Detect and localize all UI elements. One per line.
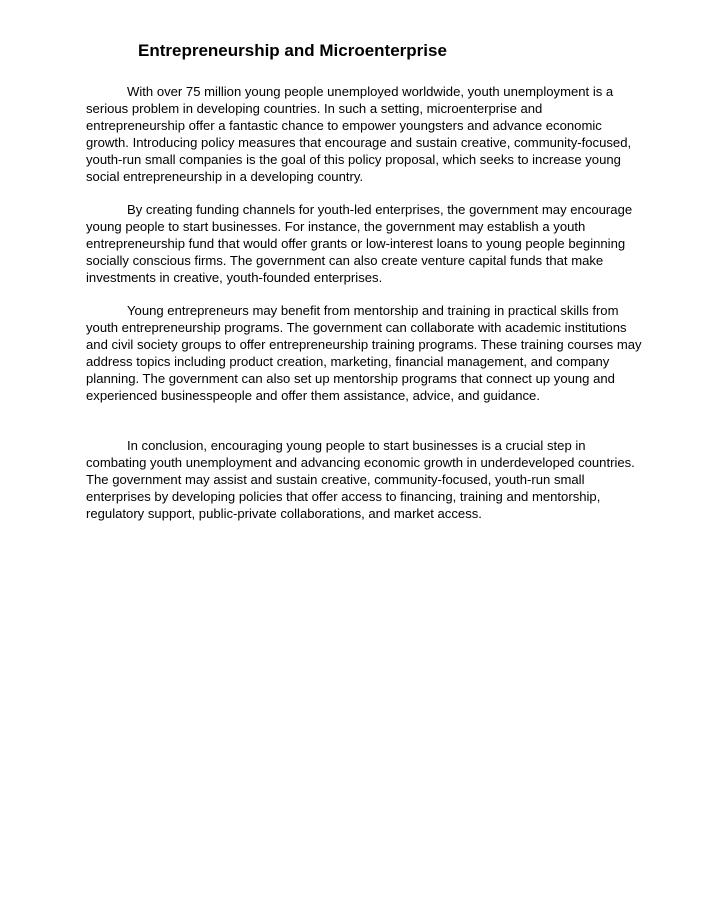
text-line: combating youth unemployment and advancing economic growth in underdeveloped countries. [86, 455, 635, 470]
text-line: and civil society groups to offer entrepreneurship training programs. These training courses may [86, 337, 642, 352]
paragraph-spacer [86, 286, 642, 302]
text-line: young people to start businesses. For instance, the government may establish a youth [86, 219, 586, 234]
paragraph-intro [86, 83, 642, 185]
text-line: social entrepreneurship in a developing country. [86, 169, 364, 184]
paragraph-funding [86, 201, 642, 286]
text-line: serious problem in developing countries. In such a setting, microenterprise and [86, 101, 543, 116]
text-line: enterprises by developing policies that offer access to financing, training and mentorship, [86, 489, 601, 504]
paragraph-spacer [86, 185, 642, 201]
text-line: growth. Introducing policy measures that encourage and sustain creative, community-focused, [86, 135, 632, 150]
document-title: Entrepreneurship and Microenterprise [138, 41, 447, 60]
document-body [86, 83, 642, 522]
text-line: Young entrepreneurs may benefit from mentorship and training in practical skills from [127, 303, 619, 318]
text-line: socially conscious firms. The government can also create venture capital funds that make [86, 253, 604, 268]
text-line: The government may assist and sustain creative, community-focused, youth-run small [86, 472, 585, 487]
text-line: In conclusion, encouraging young people to start businesses is a crucial step in [127, 438, 586, 453]
text-line: investments in creative, youth-founded enterprises. [86, 270, 383, 285]
text-line: youth-run small companies is the goal of this policy proposal, which seeks to increase young [86, 152, 621, 167]
text-line: youth entrepreneurship programs. The government can collaborate with academic institutions [86, 320, 627, 335]
paragraph-mentorship [86, 302, 642, 404]
paragraph-spacer [86, 404, 642, 437]
paragraph-conclusion [86, 437, 642, 522]
text-line: address topics including product creation, marketing, financial management, and company [86, 354, 610, 369]
text-line: entrepreneurship offer a fantastic chance to empower youngsters and advance economic [86, 118, 602, 133]
text-line: regulatory support, public-private collaborations, and market access. [86, 506, 482, 521]
text-line: By creating funding channels for youth-led enterprises, the government may encourage [127, 202, 633, 217]
text-line: entrepreneurship fund that would offer grants or low-interest loans to young people beginning [86, 236, 626, 251]
text-line: experienced businesspeople and offer them assistance, advice, and guidance. [86, 388, 540, 403]
text-line: planning. The government can also set up mentorship programs that connect up young and [86, 371, 615, 386]
text-line: With over 75 million young people unemployed worldwide, youth unemployment is a [127, 84, 614, 99]
